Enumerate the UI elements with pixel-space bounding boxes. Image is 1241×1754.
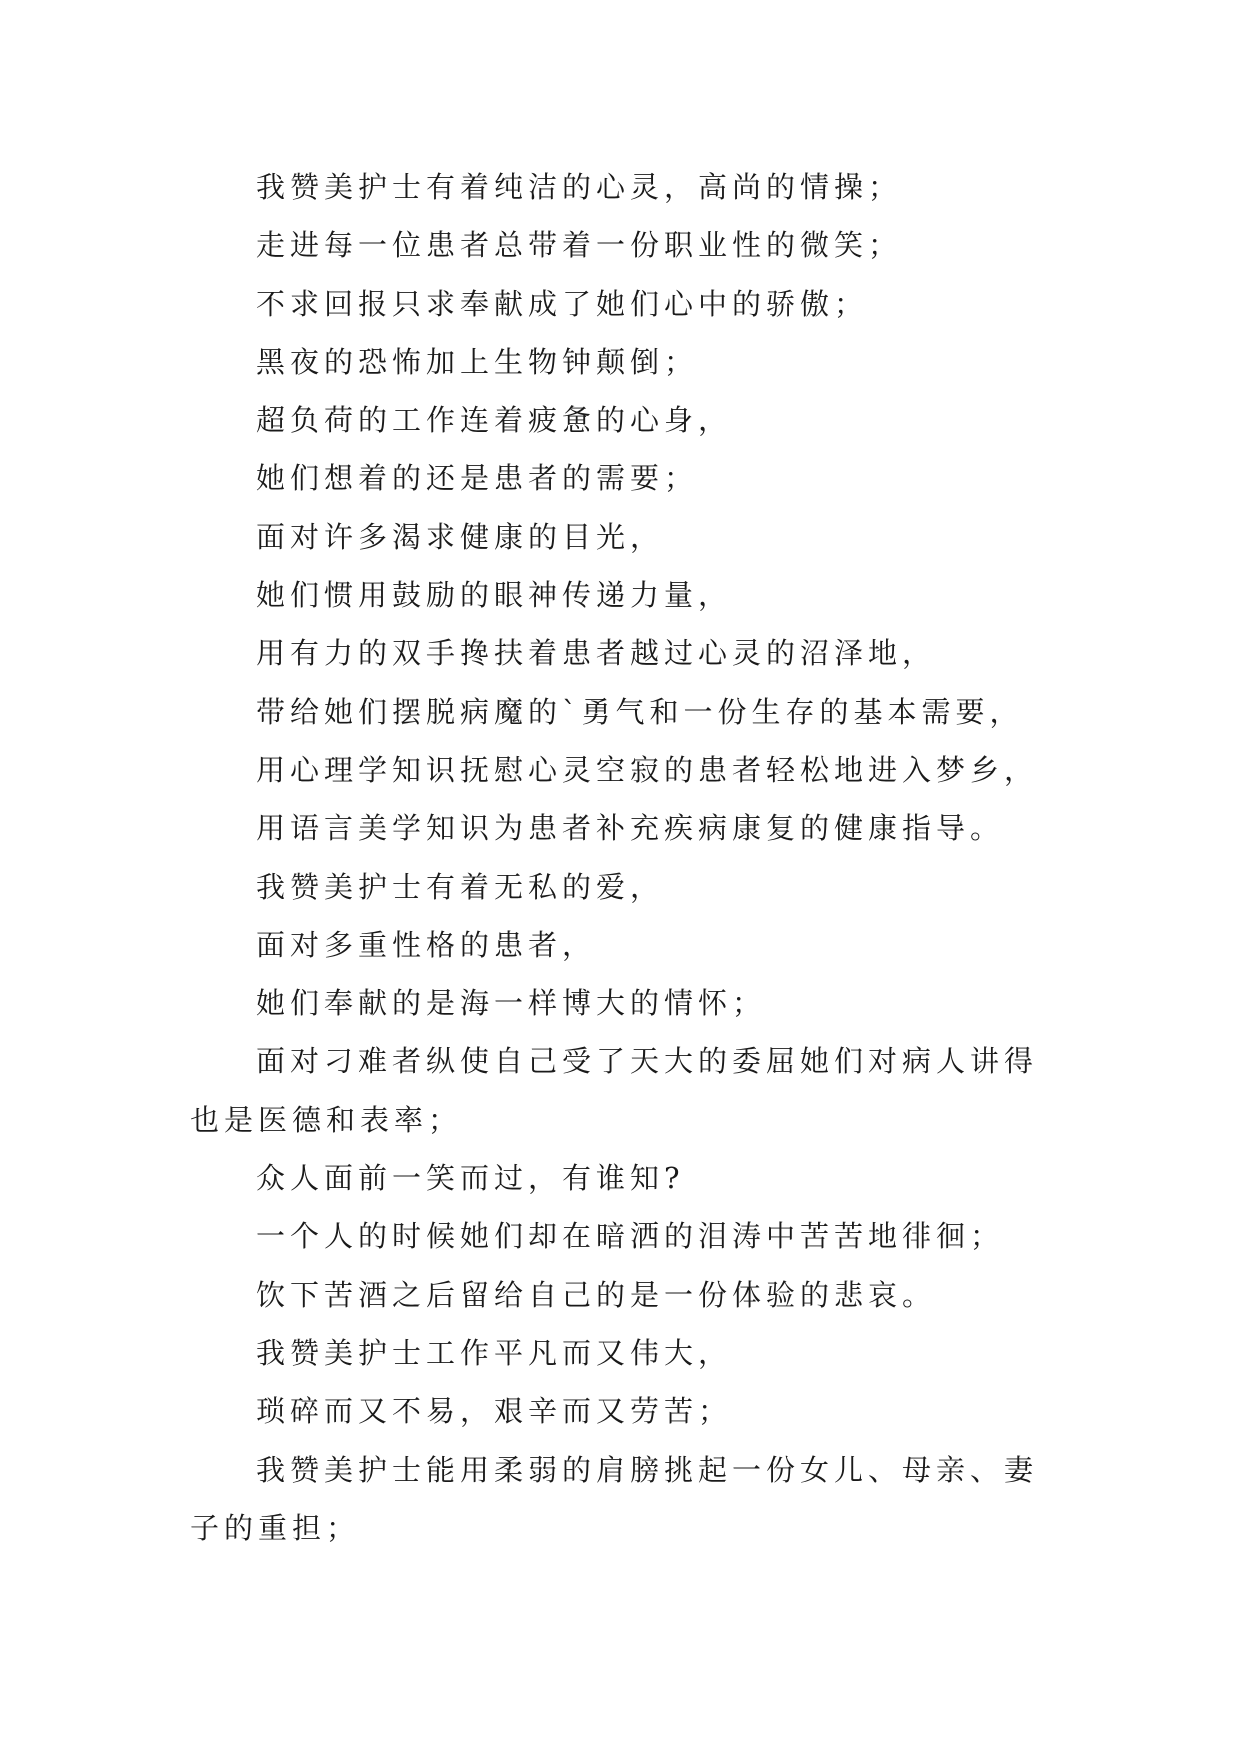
paragraph-8: 她们惯用鼓励的眼神传递力量， xyxy=(256,578,733,613)
paragraph-2: 走进每一位患者总带着一份职业性的微笑； xyxy=(256,228,903,263)
paragraph-20: 我赞美护士工作平凡而又伟大， xyxy=(256,1335,733,1370)
paragraph-7: 面对许多渴求健康的目光， xyxy=(256,519,665,554)
paragraph-16: 面对刁难者纵使自己受了天大的委屈她们对病人讲得也是医德和表率； xyxy=(190,1044,1039,1137)
paragraph-21: 琐碎而又不易，艰辛而又劳苦； xyxy=(256,1394,733,1429)
paragraph-13: 我赞美护士有着无私的爱， xyxy=(256,869,665,904)
paragraph-22: 我赞美护士能用柔弱的肩膀挑起一份女儿、母亲、妻子的重担； xyxy=(190,1452,1039,1545)
paragraph-9: 用有力的双手搀扶着患者越过心灵的沼泽地， xyxy=(256,636,937,671)
paragraph-6: 她们想着的还是患者的需要； xyxy=(256,461,699,496)
paragraph-14: 面对多重性格的患者， xyxy=(256,927,597,962)
paragraph-12: 用语言美学知识为患者补充疾病康复的健康指导。 xyxy=(256,811,1005,846)
document-body xyxy=(190,158,1050,1557)
paragraph-15: 她们奉献的是海一样博大的情怀； xyxy=(256,986,767,1021)
paragraph-3: 不求回报只求奉献成了她们心中的骄傲； xyxy=(256,286,869,321)
paragraph-11: 用心理学知识抚慰心灵空寂的患者轻松地进入梦乡， xyxy=(256,752,1039,787)
paragraph-5: 超负荷的工作连着疲惫的心身， xyxy=(256,403,733,438)
paragraph-19: 饮下苦酒之后留给自己的是一份体验的悲哀。 xyxy=(256,1277,937,1312)
paragraph-17: 众人面前一笑而过，有谁知? xyxy=(256,1161,685,1196)
paragraph-10: 带给她们摆脱病魔的`勇气和一份生存的基本需要， xyxy=(256,694,1024,729)
paragraph-18: 一个人的时候她们却在暗洒的泪涛中苦苦地徘徊； xyxy=(256,1219,1005,1254)
paragraph-1: 我赞美护士有着纯洁的心灵，高尚的情操； xyxy=(256,170,903,204)
paragraph-4: 黑夜的恐怖加上生物钟颠倒； xyxy=(256,344,699,379)
